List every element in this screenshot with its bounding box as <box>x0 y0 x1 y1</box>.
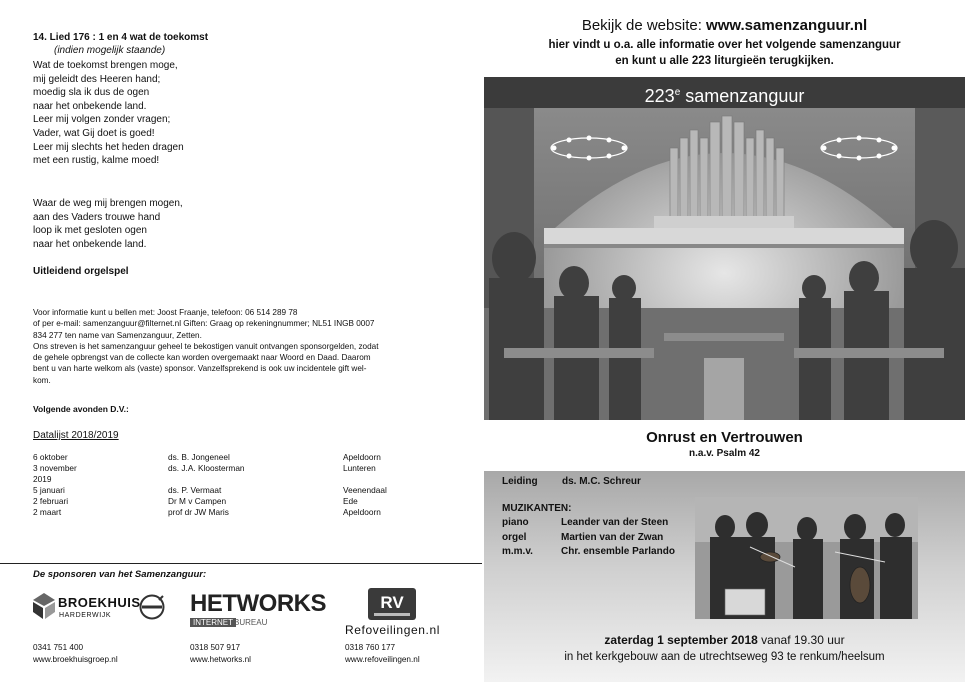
song-title: 14. Lied 176 : 1 en 4 wat de toekomst <box>33 32 209 43</box>
broekhuis-sub: HARDERWIJK <box>59 612 112 619</box>
broekhuis-logo <box>33 591 168 623</box>
datalist-place: Lunteren <box>343 463 376 473</box>
datalist-place: Apeldoorn <box>343 452 381 462</box>
ensemble-photo <box>695 497 918 619</box>
verse-line: loop ik met gesloten ogen <box>33 225 147 237</box>
refoveilingen-contact <box>345 642 420 666</box>
banner-sup: e <box>674 87 681 98</box>
musician-name: Chr. ensemble Parlando <box>561 546 675 557</box>
title-banner <box>484 77 965 108</box>
leiding-label: Leiding <box>502 476 538 487</box>
broekhuis-mark-icon <box>33 593 55 619</box>
closing-organ: Uitleidend orgelspel <box>33 266 129 277</box>
rv-logo-text: RV <box>380 593 404 612</box>
verse-line: aan des Vaders trouwe hand <box>33 211 161 223</box>
verse-line: moedig sla ik dus de ogen <box>33 87 150 99</box>
verse-line: mij geleidt des Heeren hand; <box>33 73 161 85</box>
datalist-title: Datalijst 2018/2019 <box>33 430 119 441</box>
datalist-date: 2 maart <box>33 507 62 517</box>
hetworks-contact <box>190 642 251 666</box>
hetworks-sub1: INTERNET <box>190 618 236 627</box>
info-line: de gehele opbrengst van de collecte kan worden overgemaakt naar Woord en Daad. Daarom <box>33 353 371 363</box>
theme-subtitle: n.a.v. Psalm 42 <box>689 448 760 459</box>
datalist-speaker: ds. B. Jongeneel <box>168 452 230 462</box>
musician-name: Martien van der Zwan <box>561 531 664 543</box>
datalist-date: 2019 <box>33 474 52 484</box>
musician-role: piano <box>502 517 529 528</box>
verse-line: Vader, wat Gij doet is goed! <box>33 127 155 139</box>
banner-text: samenzanguur <box>680 86 805 106</box>
datalist-speaker: ds. J.A. Kloosterman <box>168 463 245 473</box>
website-description <box>484 37 965 69</box>
verse-line: naar het onbekende land. <box>33 238 147 250</box>
info-line: Voor informatie kunt u bellen met: Joost Fraanje, telefoon: 06 514 289 78 <box>33 308 298 317</box>
event-date <box>484 633 965 647</box>
broekhuis-name: BROEKHUIS <box>58 595 141 610</box>
verse-line: naar het onbekende land. <box>33 100 147 112</box>
info-line: bent u van harte welkom als (vaste) sponsor. Vanzelfsprekend is ook uw incidentele gift wel- <box>33 364 367 374</box>
evening-theme: Onrust en Vertrouwen <box>646 429 803 446</box>
verse-line: Wat de toekomst brengen moge, <box>33 60 178 71</box>
website-line <box>484 17 965 34</box>
verse-line: Leer mij volgen zonder vragen; <box>33 114 171 126</box>
info-block <box>33 307 463 386</box>
sponsor-url[interactable]: www.refoveilingen.nl <box>345 655 420 664</box>
refoveilingen-text: Refoveilingen.nl <box>345 623 440 637</box>
info-line: Ons streven is het samenzanguur geheel te bekostigen vanuit ontvangen sponsorgelden, zodat <box>33 341 379 351</box>
sponsor-phone: 0318 507 917 <box>190 643 241 652</box>
verse-line: Waar de weg mij brengen mogen, <box>33 198 183 209</box>
verse-line: met een rustig, kalme moed! <box>33 155 160 167</box>
banner-number: 223 <box>644 86 675 106</box>
verse-line: Leer mij slechts het heden dragen <box>33 141 184 153</box>
verse-1 <box>33 59 184 168</box>
info-line: kom. <box>33 375 51 385</box>
sponsor-phone: 0318 760 177 <box>345 643 396 652</box>
hetworks-sub2: BUREAU <box>234 618 268 627</box>
sponsor-divider <box>0 563 482 564</box>
sponsors-title: De sponsoren van het Samenzanguur: <box>33 569 207 580</box>
datalist-date: 2 februari <box>33 496 69 506</box>
musician-name: Leander van der Steen <box>561 517 669 528</box>
volvo-icon <box>139 594 165 620</box>
website-intro: Bekijk de website: <box>581 17 707 34</box>
website-line3: en kunt u alle 223 liturgieën terugkijken. <box>615 55 834 67</box>
datalist-speaker: Dr M v Campen <box>168 496 227 506</box>
musician-role: m.m.v. <box>502 546 533 557</box>
datalist-place: Ede <box>343 496 358 506</box>
datalist-date: 5 januari <box>33 485 65 495</box>
rv-logo-bar <box>374 613 410 616</box>
broekhuis-contact <box>33 642 118 666</box>
hetworks-name: HETWORKS <box>190 590 326 617</box>
info-line: 834 277 ten name van Samenzanguur, Zetten. <box>33 330 202 340</box>
verse-2 <box>33 197 183 251</box>
sponsor-url[interactable]: www.hetworks.nl <box>190 655 251 664</box>
event-location: in het kerkgebouw aan de utrechtseweg 93 te renkum/heelsum <box>564 651 885 663</box>
hetworks-logo <box>190 590 326 630</box>
song-subtitle: (indien mogelijk staande) <box>54 45 166 56</box>
event-date-bold: zaterdag 1 september 2018 <box>604 633 758 647</box>
event-time: vanaf 19.30 uur <box>757 633 845 647</box>
musicians-title: MUZIKANTEN: <box>502 503 572 514</box>
datalist-place: Veenendaal <box>343 485 387 495</box>
datalist-date: 3 november <box>33 463 77 473</box>
datalist-speaker: ds. P. Vermaat <box>168 485 222 495</box>
musicians-names <box>561 516 675 560</box>
sponsor-url[interactable]: www.broekhuisgroep.nl <box>33 655 118 664</box>
church-interior-photo <box>484 108 965 420</box>
datalist-place: Apeldoorn <box>343 507 381 517</box>
leiding-name: ds. M.C. Schreur <box>562 476 641 487</box>
website-line2: hier vindt u o.a. alle informatie over het volgende samenzanguur <box>548 39 901 51</box>
next-evenings: Volgende avonden D.V.: <box>33 404 129 414</box>
website-url[interactable]: www.samenzanguur.nl <box>706 17 868 34</box>
musicians-roles <box>502 516 533 560</box>
datalist-speaker: prof dr JW Maris <box>168 507 229 517</box>
sponsor-phone: 0341 751 400 <box>33 643 84 652</box>
datalist-date: 6 oktober <box>33 452 68 462</box>
rv-logo <box>368 588 416 620</box>
musician-role: orgel <box>502 531 527 543</box>
info-line: of per e-mail: samenzanguur@filternet.nl Giften: Graag op rekeningnummer; NL51 INGB 0007 <box>33 319 375 329</box>
